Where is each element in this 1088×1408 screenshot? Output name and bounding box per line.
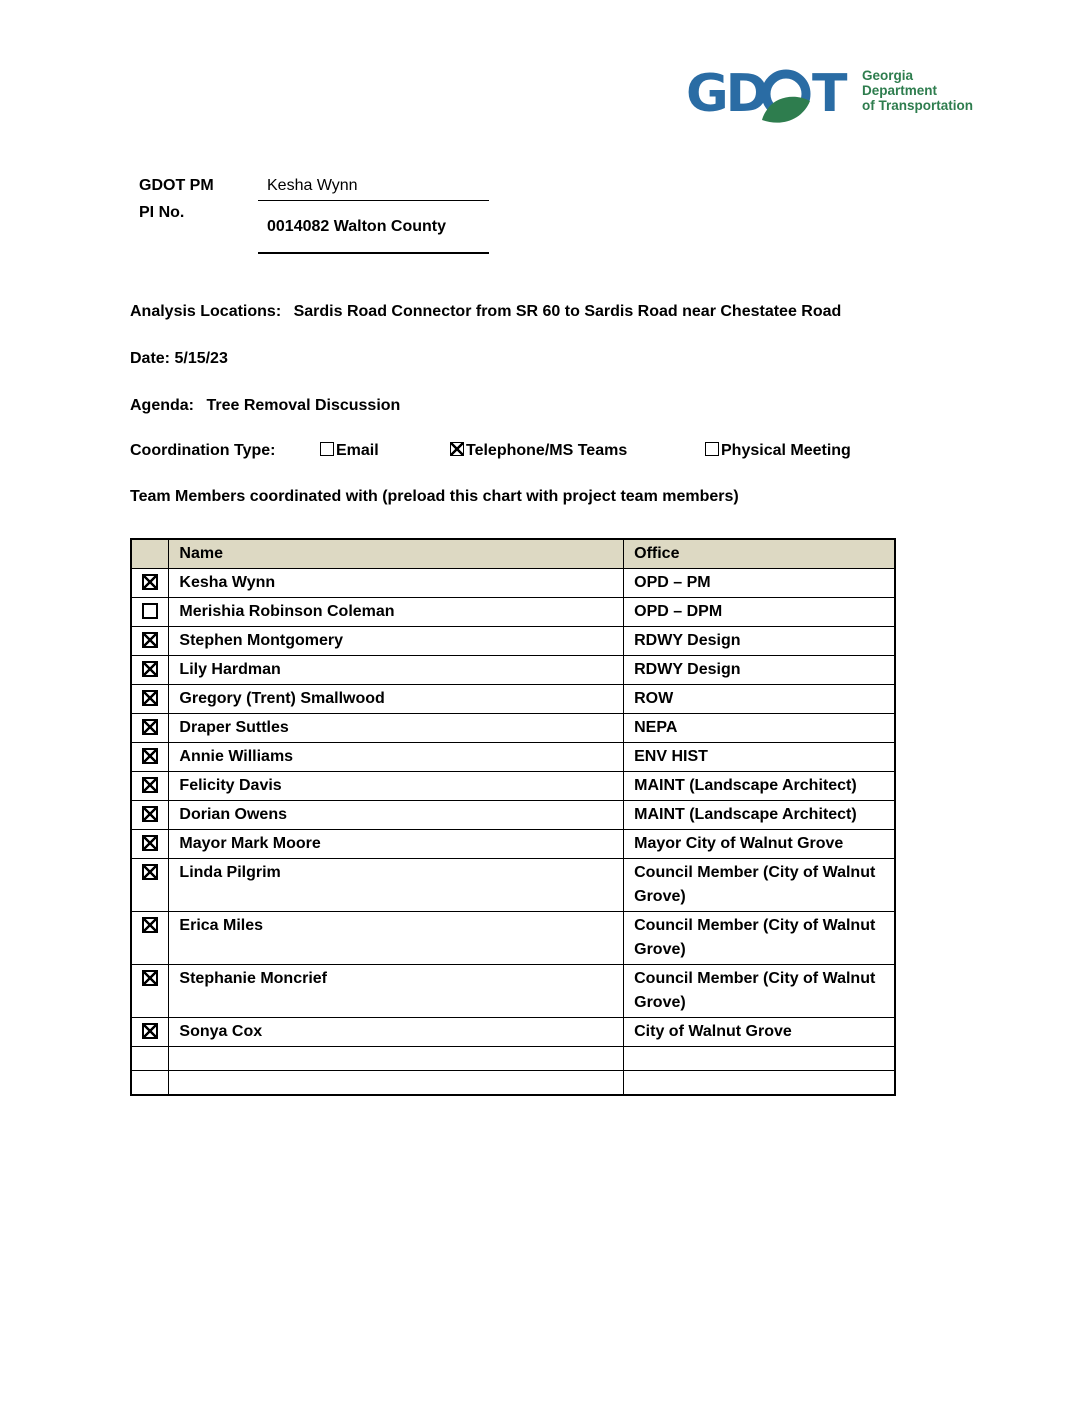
table-row xyxy=(131,743,895,772)
member-name-cell: Mayor Mark Moore xyxy=(169,830,624,859)
row-checkbox-cell xyxy=(131,714,169,743)
checked-checkbox-icon[interactable] xyxy=(142,1023,158,1039)
checked-checkbox-icon[interactable] xyxy=(142,690,158,706)
member-name-cell: Lily Hardman xyxy=(169,656,624,685)
member-office-cell: Council Member (City of Walnut Grove) xyxy=(624,965,895,1018)
unchecked-checkbox-icon[interactable] xyxy=(705,442,719,456)
coordination-option xyxy=(320,442,379,460)
table-row xyxy=(131,801,895,830)
row-checkbox-cell xyxy=(131,598,169,627)
table-row xyxy=(131,627,895,656)
member-office-cell: RDWY Design xyxy=(624,656,895,685)
row-checkbox-cell xyxy=(131,859,169,912)
row-checkbox-cell xyxy=(131,1047,169,1071)
analysis-locations-label: Analysis Locations: xyxy=(130,303,282,320)
unchecked-checkbox-icon[interactable] xyxy=(142,603,158,619)
logo-org-line: of Transportation xyxy=(862,98,973,113)
checkbox-column-header xyxy=(131,539,169,569)
member-office-cell: Council Member (City of Walnut Grove) xyxy=(624,859,895,912)
logo-org-line: Georgia xyxy=(862,68,914,83)
date-value: 5/15/23 xyxy=(174,350,228,367)
gdot-pm-field[interactable]: Kesha Wynn xyxy=(258,177,489,201)
checked-checkbox-icon[interactable] xyxy=(142,917,158,933)
checked-checkbox-icon[interactable] xyxy=(142,574,158,590)
office-column-header: Office xyxy=(624,539,895,569)
member-name-cell: Sonya Cox xyxy=(169,1018,624,1047)
gdot-logo xyxy=(686,64,973,126)
member-office-cell: City of Walnut Grove xyxy=(624,1018,895,1047)
table-row xyxy=(131,772,895,801)
member-office-cell: NEPA xyxy=(624,714,895,743)
member-office-cell: MAINT (Landscape Architect) xyxy=(624,772,895,801)
member-name-cell: Erica Miles xyxy=(169,912,624,965)
row-checkbox-cell xyxy=(131,912,169,965)
member-office-cell: RDWY Design xyxy=(624,627,895,656)
checked-checkbox-icon[interactable] xyxy=(142,806,158,822)
member-office-cell: Council Member (City of Walnut Grove) xyxy=(624,912,895,965)
member-office-cell: MAINT (Landscape Architect) xyxy=(624,801,895,830)
coordination-option xyxy=(450,442,627,460)
gdot-pm-label: GDOT PM xyxy=(139,177,214,194)
checked-checkbox-icon[interactable] xyxy=(142,864,158,880)
member-office-cell: ENV HIST xyxy=(624,743,895,772)
member-name-cell xyxy=(169,1071,624,1095)
table-row xyxy=(131,1047,895,1071)
checked-checkbox-icon[interactable] xyxy=(450,442,464,456)
logo-org-line: Department xyxy=(862,83,938,98)
member-name-cell: Felicity Davis xyxy=(169,772,624,801)
row-checkbox-cell xyxy=(131,569,169,598)
table-row xyxy=(131,912,895,965)
member-office-cell: Mayor City of Walnut Grove xyxy=(624,830,895,859)
coordination-option-label: Email xyxy=(336,442,379,459)
member-office-cell xyxy=(624,1047,895,1071)
table-row xyxy=(131,830,895,859)
pi-no-label: PI No. xyxy=(139,204,185,221)
member-name-cell: Stephanie Moncrief xyxy=(169,965,624,1018)
checked-checkbox-icon[interactable] xyxy=(142,719,158,735)
coordination-option-label: Physical Meeting xyxy=(721,442,851,459)
pi-no-field[interactable]: 0014082 Walton County xyxy=(258,218,489,254)
checked-checkbox-icon[interactable] xyxy=(142,748,158,764)
coordination-type-line xyxy=(130,442,960,464)
agenda-label: Agenda: xyxy=(130,397,194,414)
row-checkbox-cell xyxy=(131,627,169,656)
analysis-locations-line xyxy=(130,303,841,321)
team-table-body xyxy=(131,569,895,1095)
checked-checkbox-icon[interactable] xyxy=(142,777,158,793)
team-members-heading: Team Members coordinated with (preload this chart with project team members) xyxy=(130,488,739,505)
row-checkbox-cell xyxy=(131,1018,169,1047)
member-office-cell xyxy=(624,1071,895,1095)
row-checkbox-cell xyxy=(131,830,169,859)
logo-letter-t: T xyxy=(812,64,848,124)
member-name-cell: Merishia Robinson Coleman xyxy=(169,598,624,627)
member-name-cell: Annie Williams xyxy=(169,743,624,772)
member-office-cell: ROW xyxy=(624,685,895,714)
row-checkbox-cell xyxy=(131,965,169,1018)
row-checkbox-cell xyxy=(131,685,169,714)
logo-org-name xyxy=(862,68,973,113)
table-row xyxy=(131,1018,895,1047)
gdot-logo-mark xyxy=(686,64,858,126)
checked-checkbox-icon[interactable] xyxy=(142,632,158,648)
table-row xyxy=(131,1071,895,1095)
agenda-value: Tree Removal Discussion xyxy=(206,397,401,414)
date-line xyxy=(130,350,228,368)
member-name-cell: Dorian Owens xyxy=(169,801,624,830)
table-row xyxy=(131,685,895,714)
logo-letters-gd: GD xyxy=(686,64,766,124)
agenda-line xyxy=(130,397,400,415)
member-name-cell xyxy=(169,1047,624,1071)
member-name-cell: Stephen Montgomery xyxy=(169,627,624,656)
checked-checkbox-icon[interactable] xyxy=(142,835,158,851)
checked-checkbox-icon[interactable] xyxy=(142,970,158,986)
coordination-option xyxy=(705,442,851,460)
coordination-type-label: Coordination Type: xyxy=(130,442,276,459)
row-checkbox-cell xyxy=(131,656,169,685)
analysis-locations-value: Sardis Road Connector from SR 60 to Sardis Road near Chestatee Road xyxy=(293,303,842,320)
member-office-cell: OPD – PM xyxy=(624,569,895,598)
team-members-table xyxy=(130,538,896,1096)
member-name-cell: Linda Pilgrim xyxy=(169,859,624,912)
table-row xyxy=(131,714,895,743)
member-name-cell: Kesha Wynn xyxy=(169,569,624,598)
name-column-header: Name xyxy=(169,539,624,569)
member-name-cell: Draper Suttles xyxy=(169,714,624,743)
table-row xyxy=(131,656,895,685)
row-checkbox-cell xyxy=(131,801,169,830)
table-row xyxy=(131,965,895,1018)
date-label: Date: xyxy=(130,350,171,367)
row-checkbox-cell xyxy=(131,772,169,801)
checked-checkbox-icon[interactable] xyxy=(142,661,158,677)
table-row xyxy=(131,569,895,598)
member-name-cell: Gregory (Trent) Smallwood xyxy=(169,685,624,714)
unchecked-checkbox-icon[interactable] xyxy=(320,442,334,456)
row-checkbox-cell xyxy=(131,743,169,772)
table-header-row xyxy=(131,539,895,569)
table-row xyxy=(131,598,895,627)
table-row xyxy=(131,859,895,912)
coordination-option-label: Telephone/MS Teams xyxy=(466,442,628,459)
row-checkbox-cell xyxy=(131,1071,169,1095)
member-office-cell: OPD – DPM xyxy=(624,598,895,627)
